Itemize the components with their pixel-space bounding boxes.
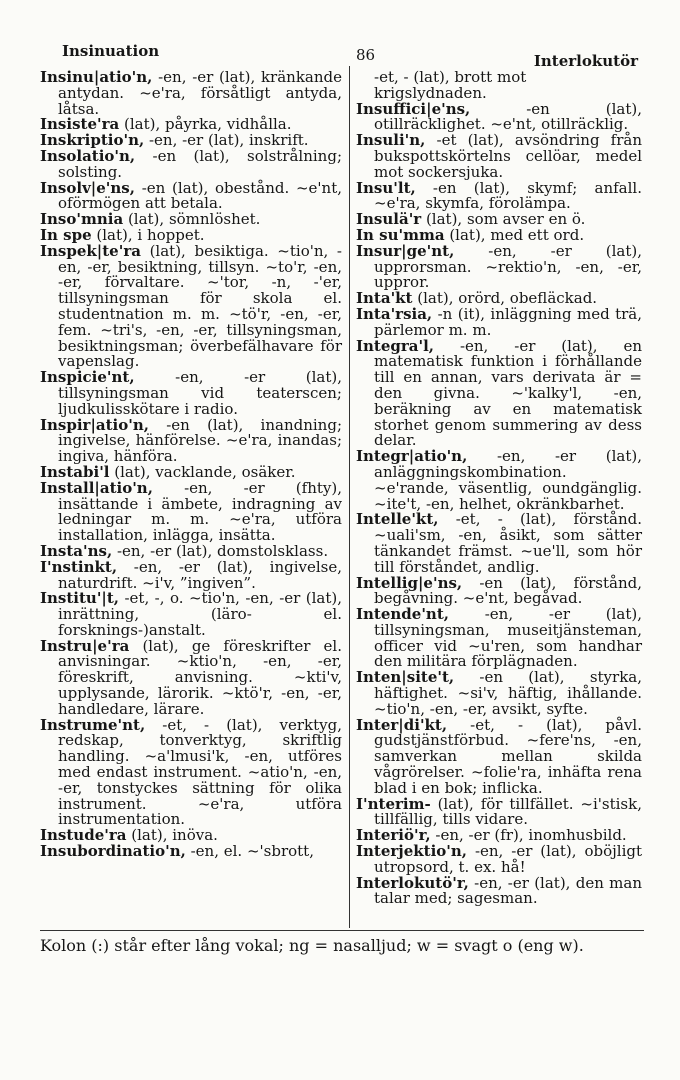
dictionary-entry: [40, 591, 342, 638]
entry-headword: Interlokutö'r,: [356, 873, 469, 892]
entry-headword: Insuli'n,: [356, 131, 426, 150]
footer-rule: [40, 930, 644, 931]
entry-headword: Insulä'r: [356, 210, 422, 229]
entry-headword: Insolatio'n,: [40, 146, 136, 165]
entry-headword: Interiö'r,: [356, 826, 431, 845]
entry-headword: Insubordinatio'n,: [40, 842, 186, 861]
dictionary-entry: [356, 715, 642, 797]
entry-definition: -et, -, o. ~tio'n, -en, -er (lat), inrättning, (läro- el. forsknings-)anstalt.: [58, 589, 342, 639]
entry-definition: -n (it), inläggning med trä, pärlemor m. m.: [374, 304, 642, 339]
entry-definition: -en, -er (fr), inomhusbild.: [430, 826, 627, 845]
entry-headword: Instude'ra: [40, 826, 127, 845]
entry-definition: -en (lat), otillräcklighet. ~e'nt, otillräcklig.: [374, 99, 642, 134]
entry-definition: (lat), påyrka, vidhålla.: [119, 115, 292, 134]
entry-headword: Instrume'nt,: [40, 715, 146, 734]
entry-definition: -en (lat), inandning; ingivelse, hänförelse. ~e'ra, inandas; ingiva, hänföra.: [58, 415, 342, 466]
entry-headword: Instru|e'ra: [40, 636, 130, 655]
entry-headword: Insiste'ra: [40, 115, 120, 134]
entry-headword: Insta'ns,: [40, 541, 113, 560]
entry-definition: -en (lat), solstrålning; solsting.: [58, 146, 342, 181]
right-column: [356, 70, 642, 907]
entry-definition: -en (lat), styrka, häftighet. ~si'v, häftig, ihållande. ~tio'n, -en, -er, avsikt, syfte.: [374, 668, 642, 718]
entry-headword: Install|atio'n,: [40, 478, 153, 497]
entry-headword: In spe: [40, 225, 92, 244]
dictionary-entry: [40, 178, 342, 213]
page-number: 86: [356, 46, 376, 64]
dictionary-entry: [356, 336, 642, 450]
entry-definition: -en, -er (lat), anläggningskombination. ~e'rande, väsentlig, oundgänglig. ~ite't, -en, helhet, okränkbarhet.: [374, 447, 642, 513]
dictionary-entry: [356, 873, 642, 908]
column-divider: [349, 66, 350, 928]
entry-definition: -en, -er (fhty), insättande i ämbete, indragning av ledningar m. m. ~e'ra, utföra installation, inlägga, insätta.: [58, 478, 342, 545]
entry-headword: Integra'l,: [356, 336, 435, 355]
entry-headword: Insolv|e'ns,: [40, 178, 135, 197]
dictionary-entry: [356, 178, 642, 213]
entry-definition: (lat), inöva.: [126, 826, 218, 845]
entry-definition: -en, -er (lat), domstolsklass.: [112, 541, 329, 560]
entry-definition: -en, -er (lat), tillsyningsman, museitjänsteman, officer vid ~u'ren, som handhar den militära förplägnaden.: [374, 605, 642, 671]
entry-definition: -en, -er (lat), tillsyningsman vid teaterscen; ljudkulisskötare i radio.: [58, 368, 342, 418]
dictionary-entry: [356, 449, 642, 512]
header-right-guide-word: Interlokutör: [533, 52, 638, 70]
entry-definition: -en, -er (lat), oböjligt utropsord, t. ex. hå!: [374, 842, 642, 876]
entry-headword: In su'mma: [356, 225, 445, 244]
dictionary-entry: [40, 715, 342, 829]
entry-headword: Insu'lt,: [356, 178, 416, 197]
entry-definition: (lat), sömnlöshet.: [123, 210, 261, 229]
entry-headword: Inskriptio'n,: [40, 131, 145, 150]
entry-definition: -et, - (lat), påvl. gudstjänstförbud. ~fere'ns, -en, samverkan mellan skilda vågrörelser. ~folie'ra, inhäfta rena blad i en bok; inflicka.: [374, 715, 642, 797]
entry-definition: -et, - (lat), verktyg, redskap, tonverktyg, skriftlig handling. ~a'lmusi'k, -en, utföres med endast instrument. ~atio'n, -en, -er, tonstyckes sättning för olika instrument. ~e'ra, utföra instrumentation.: [58, 715, 342, 829]
dictionary-entry: [356, 794, 642, 829]
dictionary-entry: [356, 670, 642, 717]
page-header: [40, 38, 640, 68]
entry-definition: -en, -er (lat), inskrift.: [144, 131, 309, 150]
entry-definition: (lat), som avser en ö.: [421, 210, 586, 229]
entry-definition: -en, -er (lat), upprorsman. ~rektio'n, -en, -er, uppror.: [374, 241, 642, 292]
dictionary-entry: [356, 512, 642, 575]
entry-headword: I'nterim-: [356, 794, 431, 813]
dictionary-entry: [40, 478, 342, 545]
dictionary-entry: [40, 370, 342, 417]
dictionary-entry: [356, 241, 642, 292]
entry-headword: Intellig|e'ns,: [356, 573, 463, 592]
entry-definition: -en, el. ~'sbrott,: [185, 842, 314, 861]
header-left-guide-word: Insinuation: [62, 42, 160, 60]
entry-definition: (lat), i hoppet.: [91, 225, 205, 244]
entry-definition: (lat), orörd, obefläckad.: [412, 289, 598, 308]
entry-definition: (lat), med ett ord.: [444, 225, 585, 244]
dictionary-entry: [40, 70, 342, 117]
entry-definition: (lat), besiktiga. ~tio'n, -en, -er, besiktning, tillsyn. ~to'r, -en, -er, förvaltare. ~'tor, -n, -'er, tillsyningsman för skola el. studentnation m. m. ~tö'r, -en, -er, fem. ~tri's, -en, -er, tillsyningsman, besiktningsman; överbefälhavare för vapenslag.: [58, 241, 342, 371]
entry-definition: -et (lat), avsöndring från bukspottskörtelns cellöar, medel mot sockersjuka.: [374, 131, 642, 181]
dictionary-entry: [356, 99, 642, 134]
entry-definition: (lat), vacklande, osäker.: [109, 462, 296, 481]
entry-definition: -en, -er (lat), en matematisk funktion i förhållande till en annan, vars derivata är = den givna. ~'kalky'l, -en, beräkning av en matematisk storhet genom summering av dess delar.: [374, 336, 642, 450]
entry-definition: -en, -er (lat), ingivelse, naturdrift. ~i'v, ”ingiven”.: [58, 557, 342, 592]
entry-headword: Intende'nt,: [356, 605, 449, 624]
entry-headword: I'nstinkt,: [40, 557, 118, 576]
dictionary-entry: [40, 241, 342, 371]
entry-definition: (lat), ge föreskrifter el. anvisningar. ~ktio'n, -en, -er, föreskrift, anvisning. ~kti'v, upplysande, lärorik. ~ktö'r, -en, -er, handledare, lärare.: [58, 636, 342, 718]
entry-headword: Integr|atio'n,: [356, 447, 468, 466]
dictionary-entry: [356, 844, 642, 876]
entry-headword: Intelle'kt,: [356, 510, 439, 529]
entry-definition: (lat), för tillfället. ~i'stisk, tillfällig, tills vidare.: [374, 794, 642, 829]
entry-definition: -en (lat), skymf; anfall. ~e'ra, skymfa, förolämpa.: [374, 178, 642, 213]
dictionary-entry: [356, 607, 642, 670]
entry-headword: Insuffici|e'ns,: [356, 99, 471, 118]
entry-headword: Interjektio'n,: [356, 842, 468, 861]
dictionary-entry: [40, 415, 342, 466]
dictionary-entry: [356, 573, 642, 608]
dictionary-entry: [356, 133, 642, 180]
entry-headword: Inspek|te'ra: [40, 241, 141, 260]
dictionary-entry: [40, 146, 342, 181]
entry-headword: Institu'|t,: [40, 589, 120, 608]
entry-headword: Inso'mnia: [40, 210, 124, 229]
entry-headword: Inspir|atio'n,: [40, 415, 149, 434]
entry-definition: -en, -er (lat), kränkande antydan. ~e'ra, försåtligt antyda, låtsa.: [58, 68, 342, 118]
entry-definition: -en, -er (lat), den man talar med; sagesman.: [374, 873, 642, 908]
dictionary-entry: [40, 844, 342, 860]
pronunciation-footnote: Kolon (:) står efter lång vokal; ng = nasalljud; w = svagt o (eng w).: [40, 936, 584, 955]
entry-definition: -et, - (lat), förstånd. ~uali'sm, -en, åsikt, som sätter tänkandet främst. ~ue'll, som hör till förståndet, andlig.: [374, 510, 642, 576]
continued-entry-text: -et, - (lat), brott mot krigslydnaden.: [374, 68, 527, 102]
entry-headword: Inta'rsia,: [356, 304, 433, 323]
entry-headword: Insinu|atio'n,: [40, 68, 153, 86]
dictionary-entry: [356, 304, 642, 339]
entry-definition: -en (lat), obestånd. ~e'nt, oförmögen att betala.: [58, 178, 342, 213]
dictionary-entry: [40, 636, 342, 718]
left-column: [40, 70, 342, 860]
entry-headword: Inter|di'kt,: [356, 715, 448, 734]
entry-headword: Instabi'l: [40, 462, 110, 481]
dictionary-entry: [40, 557, 342, 592]
entry-headword: Inta'kt: [356, 289, 413, 308]
entry-headword: Insur|ge'nt,: [356, 241, 455, 260]
entry-definition: -en (lat), förstånd, begåvning. ~e'nt, begåvad.: [374, 573, 642, 608]
entry-headword: Inspicie'nt,: [40, 368, 135, 387]
entry-headword: Inten|site't,: [356, 668, 455, 687]
